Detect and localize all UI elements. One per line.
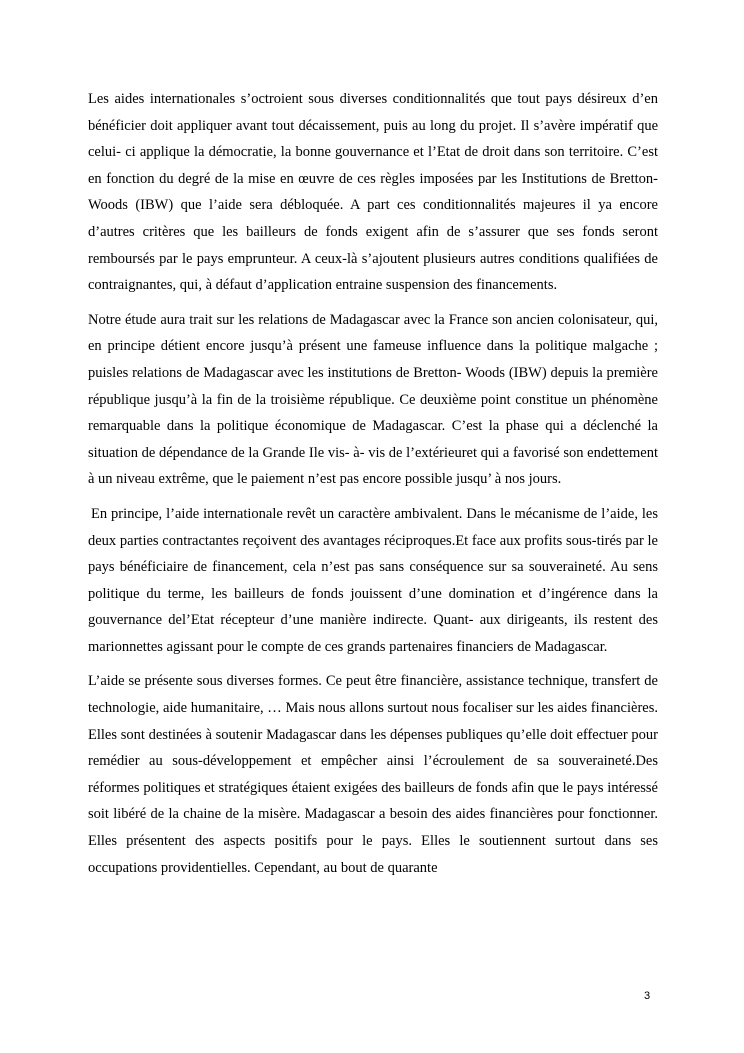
page-number: 3 — [644, 990, 651, 1002]
paragraph-conditionalities: Les aides internationales s’octroient sous diverses conditionnalités que tout pays désireux d’en bénéficier doit appliquer avant tout décaissement, puis au long du projet. Il s’avère impératif que celui- ci applique la démocratie, la bonne gouvernance et l’Etat de droit dans son territoire. C’est en fonction du degré de la mise en œuvre de ces règles imposées par les Institutions de Bretton- Woods (IBW) que l’aide sera débloquée. A part ces conditionnalités majeures il ya encore d’autres critères que les bailleurs de fonds exigent afin de s’assurer que ses fonds seront remboursés par le pays emprunteur. A ceux-là s’ajoutent plusieurs autres conditions qualifiées de contraignantes, qui, à défaut d’application entraine suspension des financements. — [88, 91, 658, 294]
body-text — [88, 86, 658, 889]
paragraph-aid-forms: L’aide se présente sous diverses formes. Ce peut être financière, assistance technique, transfert de technologie, aide humanitaire, … Mais nous allons surtout nous focaliser sur les aides financières. Elles sont destinées à soutenir Madagascar dans les dépenses publiques qu’elle doit effectuer pour remédier au sous-développement et empêcher ainsi l’écroulement de sa souveraineté.Des réformes politiques et stratégiques étaient exigées des bailleurs de fonds afin que le pays intéressé soit libéré de la chaine de la misère. Madagascar a besoin des aides financières pour fonctionner. Elles présentent des aspects positifs pour le pays. Elles le soutiennent surtout dans ses occupations providentielles. Cependant, au bout de quarante — [88, 673, 658, 876]
paragraph-study-scope: Notre étude aura trait sur les relations de Madagascar avec la France son ancien colonisateur, qui, en principe détient encore jusqu’à présent une fameuse influence dans la politique malgache ; puisles relations de Madagascar avec les institutions de Bretton- Woods (IBW) depuis la première république jusqu’à la fin de la troisième république. Ce deuxième point constitue un phénomène remarquable dans la politique économique de Madagascar. C’est la phase qui a déclenché la situation de dépendance de la Grande Ile vis- à- vis de l’extérieuret qui a favorisé son endettement à un niveau extrême, que le paiement n’est pas encore possible jusqu’ à nos jours. — [88, 311, 658, 488]
paragraph-ambivalence: En principe, l’aide internationale revêt un caractère ambivalent. Dans le mécanisme de l’aide, les deux parties contractantes reçoivent des avantages réciproques.Et face aux profits sous-tirés par le pays bénéficiaire de financement, cela n’est pas sans conséquence sur sa souveraineté. Au sens politique du terme, les bailleurs de fonds jouissent d’une domination et d’ingérence dans la gouvernance del’Etat récepteur d’une manière indirecte. Quant- aux dirigeants, ils restent des marionnettes agissant pour le compte de ces grands partenaires financiers de Madagascar. — [88, 505, 658, 655]
